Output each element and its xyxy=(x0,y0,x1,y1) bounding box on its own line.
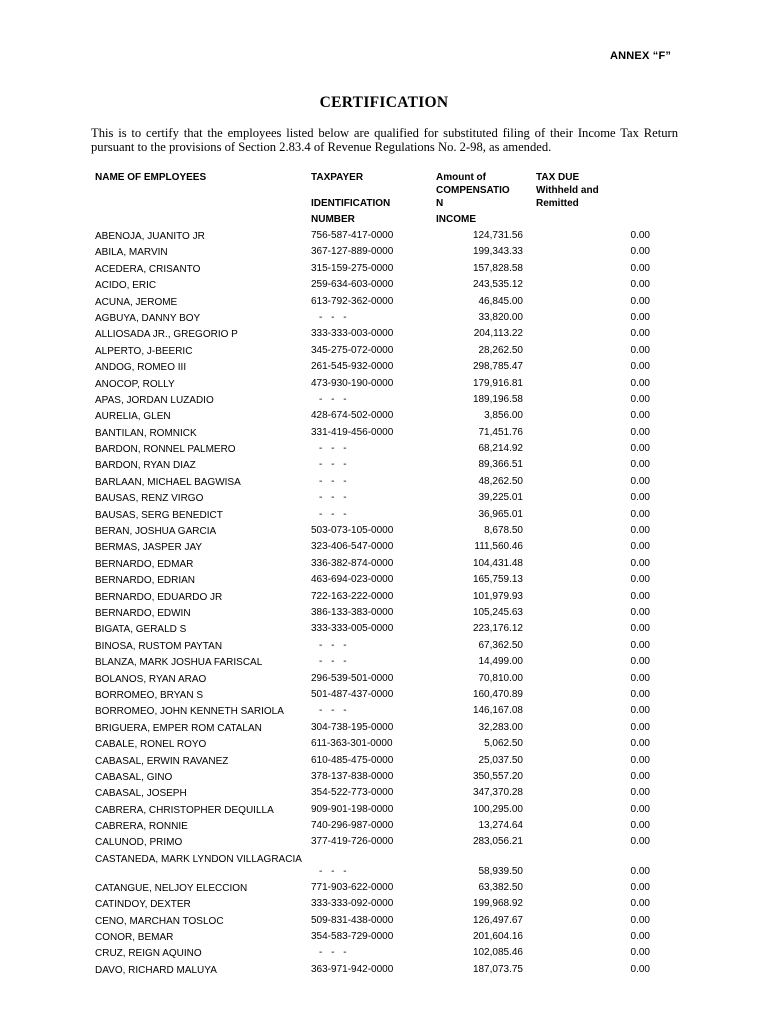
table-row xyxy=(0,880,768,896)
compensation-amount: 189,196.58 xyxy=(472,393,523,405)
tax-due: 0.00 xyxy=(630,443,650,455)
employee-name: BERNARDO, EDWIN xyxy=(95,607,191,619)
employee-name: BANTILAN, ROMNICK xyxy=(95,427,197,439)
table-row xyxy=(0,703,768,719)
employee-name: BERMAS, JASPER JAY xyxy=(95,542,203,554)
table-row xyxy=(0,851,768,880)
employee-name: BARDON, RONNEL PALMERO xyxy=(95,444,236,456)
table-row xyxy=(0,556,768,572)
compensation-amount: 70,810.00 xyxy=(478,672,523,684)
tax-due: 0.00 xyxy=(630,279,650,291)
employee-tin: 354-522-773-0000 xyxy=(311,787,394,799)
table-row xyxy=(0,408,768,424)
table-row xyxy=(0,589,768,605)
tax-due: 0.00 xyxy=(630,672,650,684)
compensation-amount: 5,062.50 xyxy=(484,738,523,750)
table-row xyxy=(0,523,768,539)
employee-tin: - - - xyxy=(319,947,350,959)
header-tin-line1: TAXPAYER xyxy=(311,172,364,183)
compensation-amount: 350,557.20 xyxy=(472,770,523,782)
employee-name: BERAN, JOSHUA GARCIA xyxy=(95,526,217,538)
tax-due: 0.00 xyxy=(630,721,650,733)
header-tax-line1: TAX DUE xyxy=(536,172,580,183)
compensation-amount: 3,856.00 xyxy=(484,410,523,422)
table-row xyxy=(0,507,768,523)
tax-due: 0.00 xyxy=(630,525,650,537)
employee-tin: - - - xyxy=(319,311,350,323)
employee-name: BINOSA, RUSTOM PAYTAN xyxy=(95,640,223,652)
compensation-amount: 39,225.01 xyxy=(478,492,523,504)
employee-tin: - - - xyxy=(319,705,350,717)
tax-due: 0.00 xyxy=(630,787,650,799)
table-row xyxy=(0,474,768,490)
compensation-amount: 111,560.46 xyxy=(474,541,523,553)
table-row xyxy=(0,736,768,752)
tax-due: 0.00 xyxy=(630,410,650,422)
employee-name: BLANZA, MARK JOSHUA FARISCAL xyxy=(95,657,263,669)
tax-due: 0.00 xyxy=(630,393,650,405)
tax-due: 0.00 xyxy=(630,947,650,959)
employee-tin: 771-903-622-0000 xyxy=(311,881,394,893)
employee-name: BARLAAN, MICHAEL BAGWISA xyxy=(95,476,241,488)
table-row xyxy=(0,896,768,912)
compensation-amount: 298,785.47 xyxy=(472,361,523,373)
employee-name: AGBUYA, DANNY BOY xyxy=(95,312,201,324)
tax-due: 0.00 xyxy=(630,311,650,323)
compensation-amount: 67,362.50 xyxy=(478,639,523,651)
compensation-amount: 48,262.50 xyxy=(478,475,523,487)
compensation-amount: 14,499.00 xyxy=(478,656,523,668)
table-row xyxy=(0,638,768,654)
employee-tin: 331-419-456-0000 xyxy=(311,426,394,438)
table-row xyxy=(0,326,768,342)
employee-tin: 323-406-547-0000 xyxy=(311,541,394,553)
employee-name: BAUSAS, SERG BENEDICT xyxy=(95,509,223,521)
employee-tin: 259-634-603-0000 xyxy=(311,279,394,291)
table-row xyxy=(0,621,768,637)
employee-name: ACUNA, JEROME xyxy=(95,296,178,308)
employee-tin: 610-485-475-0000 xyxy=(311,754,394,766)
tax-due: 0.00 xyxy=(630,557,650,569)
employee-name: BRIGUERA, EMPER ROM CATALAN xyxy=(95,722,262,734)
compensation-amount: 165,759.13 xyxy=(472,574,523,586)
compensation-amount: 126,497.67 xyxy=(472,914,523,926)
tax-due: 0.00 xyxy=(630,328,650,340)
employee-name: CRUZ, REIGN AQUINO xyxy=(95,948,202,960)
tax-due: 0.00 xyxy=(630,738,650,750)
employee-tin: 740-296-987-0000 xyxy=(311,820,394,832)
compensation-amount: 13,274.64 xyxy=(478,820,523,832)
employee-name: CABASAL, GINO xyxy=(95,771,173,783)
table-row xyxy=(0,769,768,785)
tax-due: 0.00 xyxy=(630,361,650,373)
employee-tin: - - - xyxy=(319,443,350,455)
compensation-amount: 223,176.12 xyxy=(472,623,523,635)
table-row xyxy=(0,441,768,457)
tax-due: 0.00 xyxy=(630,459,650,471)
employee-name: BERNARDO, EDMAR xyxy=(95,558,194,570)
employee-name: ABENOJA, JUANITO JR xyxy=(95,231,205,242)
employee-name: CALUNOD, PRIMO xyxy=(95,837,183,849)
employee-tin: 509-831-438-0000 xyxy=(311,914,394,926)
employee-name: CABASAL, JOSEPH xyxy=(95,788,187,800)
table-row xyxy=(0,913,768,929)
employee-name: BORROMEO, JOHN KENNETH SARIOLA xyxy=(95,706,284,718)
compensation-amount: 187,073.75 xyxy=(472,963,523,975)
table-row xyxy=(0,572,768,588)
tax-due: 0.00 xyxy=(630,754,650,766)
table-row xyxy=(0,277,768,293)
employee-name: BARDON, RYAN DIAZ xyxy=(95,460,196,472)
employee-tin: - - - xyxy=(319,475,350,487)
header-tax-line3: Remitted xyxy=(536,198,579,209)
table-row xyxy=(0,294,768,310)
tax-due: 0.00 xyxy=(630,541,650,553)
header-tin-line2: IDENTIFICATION xyxy=(311,198,391,209)
tax-due: 0.00 xyxy=(630,688,650,700)
header-amount-line3: N xyxy=(436,198,444,209)
employee-tin: 333-333-003-0000 xyxy=(311,328,394,340)
tax-due: 0.00 xyxy=(630,914,650,926)
tax-due: 0.00 xyxy=(630,820,650,832)
employee-tin: 296-539-501-0000 xyxy=(311,672,394,684)
header-amount-line1: Amount of xyxy=(436,172,486,183)
table-row xyxy=(0,929,768,945)
compensation-amount: 25,037.50 xyxy=(478,754,523,766)
compensation-amount: 204,113.22 xyxy=(473,328,523,340)
tax-due: 0.00 xyxy=(630,426,650,438)
header-amount-line2: COMPENSATIO xyxy=(436,185,510,196)
table-row xyxy=(0,228,768,244)
table-row xyxy=(0,654,768,670)
employee-tin: 345-275-072-0000 xyxy=(311,344,394,356)
employee-tin: 377-419-726-0000 xyxy=(311,836,394,848)
employee-tin: - - - xyxy=(319,393,350,405)
intro-paragraph: This is to certify that the employees listed below are qualified for substituted filing of their Income Tax Return pursuant to the provisions of Section 2.83.4 of Revenue Regulations No. 2-98, as amended. xyxy=(91,126,678,154)
compensation-amount: 199,343.33 xyxy=(472,246,523,258)
employee-name: ACIDO, ERIC xyxy=(95,280,157,292)
tax-due: 0.00 xyxy=(630,865,650,877)
header-tax-line2: Withheld and xyxy=(536,185,599,196)
table-row xyxy=(0,720,768,736)
page-title: CERTIFICATION xyxy=(319,94,449,111)
tax-due: 0.00 xyxy=(630,492,650,504)
employee-name: BERNARDO, EDRIAN xyxy=(95,575,196,587)
employee-tin: 463-694-023-0000 xyxy=(311,574,394,586)
compensation-amount: 179,916.81 xyxy=(472,377,523,389)
table-row xyxy=(0,818,768,834)
table-row xyxy=(0,539,768,555)
tax-due: 0.00 xyxy=(630,377,650,389)
employee-tin: 756-587-417-0000 xyxy=(311,230,394,241)
table-row xyxy=(0,261,768,277)
header-amount-line4: INCOME xyxy=(436,214,476,225)
compensation-amount: 102,085.46 xyxy=(472,947,523,959)
employee-tin: 304-738-195-0000 xyxy=(311,721,394,733)
compensation-amount: 104,431.48 xyxy=(472,557,523,569)
header-name: NAME OF EMPLOYEES xyxy=(95,172,207,183)
employee-tin: 363-971-942-0000 xyxy=(311,963,394,975)
tax-due: 0.00 xyxy=(630,639,650,651)
employee-tin: - - - xyxy=(319,639,350,651)
employee-tin: 611-363-301-0000 xyxy=(311,738,393,750)
tax-due: 0.00 xyxy=(630,803,650,815)
table-row xyxy=(0,425,768,441)
tax-due: 0.00 xyxy=(630,475,650,487)
employee-tin: - - - xyxy=(319,492,350,504)
employee-tin: 428-674-502-0000 xyxy=(311,410,394,422)
table-row xyxy=(0,802,768,818)
tax-due: 0.00 xyxy=(630,623,650,635)
compensation-amount: 101,979.93 xyxy=(472,590,523,602)
compensation-amount: 347,370.28 xyxy=(472,787,523,799)
employee-tin: 503-073-105-0000 xyxy=(311,525,394,537)
employee-name: APAS, JORDAN LUZADIO xyxy=(95,394,214,406)
compensation-amount: 100,295.00 xyxy=(472,803,523,815)
compensation-amount: 157,828.58 xyxy=(472,262,523,274)
compensation-amount: 63,382.50 xyxy=(478,881,523,893)
table-row xyxy=(0,962,768,978)
tax-due: 0.00 xyxy=(630,963,650,975)
employee-name: CATINDOY, DEXTER xyxy=(95,899,191,911)
employee-name: CATANGUE, NELJOY ELECCION xyxy=(95,882,248,894)
employee-name: CONOR, BEMAR xyxy=(95,932,174,944)
annex-label: ANNEX “F” xyxy=(610,50,672,62)
compensation-amount: 28,262.50 xyxy=(478,344,523,356)
compensation-amount: 160,470.89 xyxy=(472,688,523,700)
employee-tin: - - - xyxy=(319,865,350,877)
employee-name: ANOCOP, ROLLY xyxy=(95,378,175,390)
employee-tin: 722-163-222-0000 xyxy=(311,590,394,602)
employee-name: DAVO, RICHARD MALUYA xyxy=(95,964,217,976)
header-tin-line3: NUMBER xyxy=(311,214,355,225)
compensation-amount: 146,167.08 xyxy=(472,705,523,717)
employee-name: BOLANOS, RYAN ARAO xyxy=(95,673,207,685)
employee-tin: - - - xyxy=(319,459,350,471)
employee-tin: - - - xyxy=(319,656,350,668)
employee-tin: 613-792-362-0000 xyxy=(311,295,394,307)
employee-name: ANDOG, ROMEO III xyxy=(95,362,187,374)
table-row xyxy=(0,605,768,621)
table-row xyxy=(0,310,768,326)
table-row xyxy=(0,359,768,375)
employee-tin: 354-583-729-0000 xyxy=(311,931,394,943)
employee-name: ACEDERA, CRISANTO xyxy=(95,263,201,275)
table-row xyxy=(0,671,768,687)
table-row xyxy=(0,785,768,801)
employee-tin: 333-333-005-0000 xyxy=(311,623,394,635)
table-row xyxy=(0,753,768,769)
employee-name: CABALE, RONEL ROYO xyxy=(95,739,207,751)
compensation-amount: 46,845.00 xyxy=(478,295,523,307)
employee-tin: - - - xyxy=(319,508,350,520)
compensation-amount: 8,678.50 xyxy=(484,525,523,537)
compensation-amount: 124,731.56 xyxy=(472,230,523,241)
table-row xyxy=(0,244,768,260)
employee-tin: 315-159-275-0000 xyxy=(311,262,394,274)
employee-name: CABASAL, ERWIN RAVANEZ xyxy=(95,755,229,767)
employee-name: ALPERTO, J-BEERIC xyxy=(95,345,193,357)
employee-name: ABILA, MARVIN xyxy=(95,247,168,259)
compensation-amount: 68,214.92 xyxy=(478,443,523,455)
employee-tin: 367-127-889-0000 xyxy=(311,246,394,258)
tax-due: 0.00 xyxy=(630,574,650,586)
employee-tin: 333-333-092-0000 xyxy=(311,898,394,910)
employee-name: CASTANEDA, MARK LYNDON VILLAGRACIA xyxy=(95,853,302,865)
tax-due: 0.00 xyxy=(630,931,650,943)
tax-due: 0.00 xyxy=(630,230,650,241)
tax-due: 0.00 xyxy=(630,606,650,618)
employee-tin: 501-487-437-0000 xyxy=(311,688,394,700)
table-row xyxy=(0,376,768,392)
compensation-amount: 58,939.50 xyxy=(478,865,523,877)
compensation-amount: 71,451.76 xyxy=(478,426,523,438)
compensation-amount: 201,604.16 xyxy=(472,931,523,943)
employee-name: BORROMEO, BRYAN S xyxy=(95,689,203,701)
tax-due: 0.00 xyxy=(630,705,650,717)
tax-due: 0.00 xyxy=(630,262,650,274)
employee-name: CENO, MARCHAN TOSLOC xyxy=(95,915,224,927)
employee-name: CABRERA, RONNIE xyxy=(95,821,188,833)
employee-name: BERNARDO, EDUARDO JR xyxy=(95,591,223,603)
compensation-amount: 33,820.00 xyxy=(478,311,523,323)
compensation-amount: 89,366.51 xyxy=(478,459,523,471)
compensation-amount: 36,965.01 xyxy=(478,508,523,520)
employee-tin: 378-137-838-0000 xyxy=(311,770,394,782)
employee-tin: 386-133-383-0000 xyxy=(311,606,394,618)
employee-tin: 336-382-874-0000 xyxy=(311,557,394,569)
table-row xyxy=(0,490,768,506)
compensation-amount: 105,245.63 xyxy=(472,606,523,618)
tax-due: 0.00 xyxy=(630,881,650,893)
employee-name: CABRERA, CHRISTOPHER DEQUILLA xyxy=(95,804,274,816)
table-row xyxy=(0,687,768,703)
table-row xyxy=(0,343,768,359)
compensation-amount: 243,535.12 xyxy=(472,279,523,291)
tax-due: 0.00 xyxy=(630,770,650,782)
employee-tin: 473-930-190-0000 xyxy=(311,377,394,389)
compensation-amount: 32,283.00 xyxy=(478,721,523,733)
employee-name: BAUSAS, RENZ VIRGO xyxy=(95,493,204,505)
table-row xyxy=(0,834,768,850)
employee-tin: 261-545-932-0000 xyxy=(311,361,394,373)
tax-due: 0.00 xyxy=(630,508,650,520)
tax-due: 0.00 xyxy=(630,836,650,848)
table-row xyxy=(0,457,768,473)
tax-due: 0.00 xyxy=(630,898,650,910)
tax-due: 0.00 xyxy=(630,344,650,356)
tax-due: 0.00 xyxy=(630,656,650,668)
tax-due: 0.00 xyxy=(630,295,650,307)
compensation-amount: 199,968.92 xyxy=(472,898,523,910)
employee-name: ALLIOSADA JR., GREGORIO P xyxy=(95,329,238,341)
employee-name: BIGATA, GERALD S xyxy=(95,624,187,636)
tax-due: 0.00 xyxy=(630,246,650,258)
employee-tin: 909-901-198-0000 xyxy=(311,803,394,815)
compensation-amount: 283,056.21 xyxy=(472,836,523,848)
employee-name: AURELIA, GLEN xyxy=(95,411,171,423)
tax-due: 0.00 xyxy=(630,590,650,602)
table-row xyxy=(0,945,768,961)
employee-table xyxy=(0,228,768,978)
table-row xyxy=(0,392,768,408)
